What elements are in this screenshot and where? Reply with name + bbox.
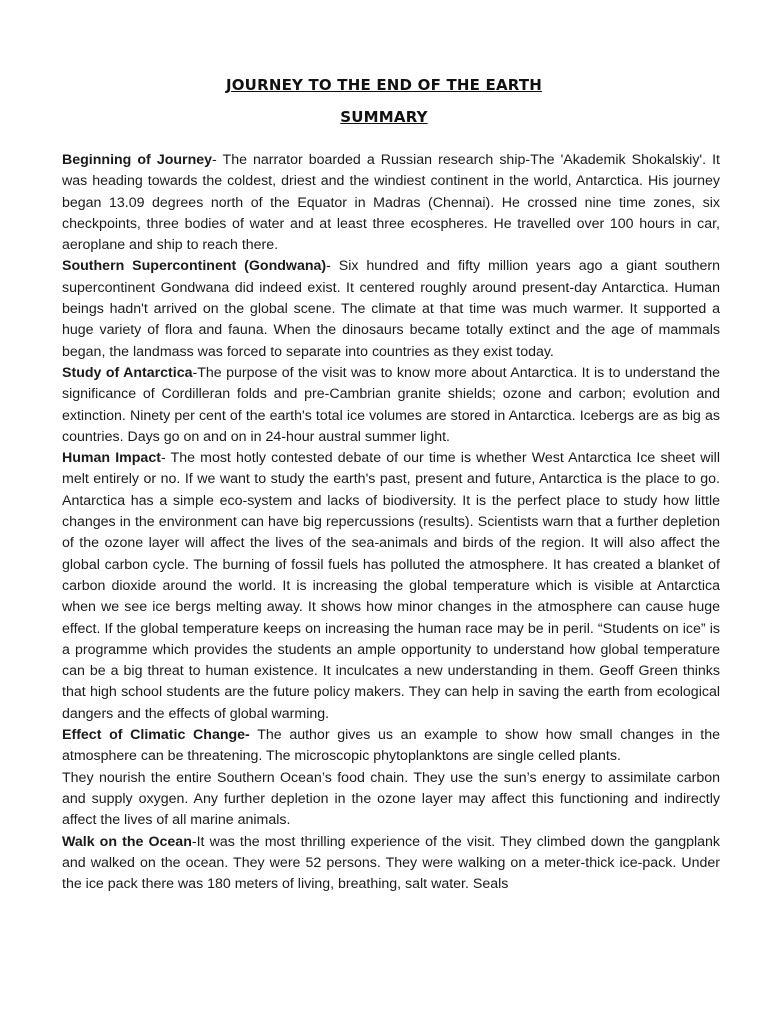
- section-heading: Study of Antarctica: [62, 364, 193, 381]
- section-text: -It was the most thrilling experience of the visit. They climbed down the gangplank and walked on the ocean. They were 52 persons. They were walking on a meter-thick ice-pack. Under the ice pack there was 180 meters of living, breathing, salt water. Seals: [62, 833, 720, 893]
- section-southern-supercontinent: [62, 256, 720, 362]
- section-human-impact: [62, 448, 720, 725]
- section-heading: Southern Supercontinent (Gondwana): [62, 258, 327, 275]
- section-text: The author gives us an example to show how small changes in the atmosphere can be threatening. The microscopic phytoplanktons are single celled plants.: [62, 727, 720, 765]
- section-effect-of-climatic-change: [62, 725, 720, 768]
- document-subtitle: SUMMARY: [340, 108, 428, 126]
- section-beginning-of-journey: [62, 150, 720, 256]
- section-heading: Walk on the Ocean: [62, 833, 192, 850]
- section-walk-on-the-ocean: [62, 832, 720, 896]
- section-phytoplankton-paragraph: [62, 768, 720, 832]
- section-text: - The most hotly contested debate of our time is whether West Antarctica Ice sheet will melt entirely or no. If we want to study the earth's past, present and future, Antarctica is the place to go. Antarctica has a simple eco-system and lacks of biodiversity. It is the perfect place to study how little changes in the environment can have big repercussions (results). Scientists warn that a further depletion of the ozone layer will affect the lives of the sea-animals and birds of the region. It will also affect the global carbon cycle. The burning of fossil fuels has polluted the atmosphere. It has created a blanket of carbon dioxide around the world. It is increasing the global temperature which is visible at Antarctica when we see ice bergs melting away. It shows how minor changes in the atmosphere can cause huge effect. If the global temperature keeps on increasing the human race may be in peril. “Students on ice” is a programme which provides the students an ample opportunity to understand how global temperature can be a big threat to human existence. It inculcates a new understanding in them. Geoff Green thinks that high school students are the future policy makers. They can help in saving the earth from ecological dangers and the effects of global warming.: [62, 450, 720, 722]
- section-text: -The purpose of the visit was to know more about Antarctica. It is to understand the significance of Cordilleran folds and pre-Cambrian granite shields; ozone and carbon; evolution and extinction. Ninety per cent of the earth's total ice volumes are stored in Antarctica. Icebergs are as big as countries. Days go on and on in 24-hour austral summer light.: [62, 364, 720, 445]
- section-text: They nourish the entire Southern Ocean’s food chain. They use the sun’s energy to assimilate carbon and supply oxygen. Any further depletion in the ozone layer may affect this functioning and indirectly affect the lives of all marine animals.: [62, 769, 720, 829]
- section-text: - The narrator boarded a Russian research ship-The 'Akademik Shokalskiy'. It was heading towards the coldest, driest and the windiest continent in the world, Antarctica. His journey began 13.09 degrees north of the Equator in Madras (Chennai). He crossed nine time zones, six checkpoints, three bodies of water and at least three ecospheres. He travelled over 100 hours in car, aeroplane and ship to reach there.: [62, 152, 721, 254]
- section-heading: Beginning of Journey: [62, 152, 213, 168]
- section-text: - Six hundred and fifty million years ago a giant southern supercontinent Gondwana did indeed exist. It centered roughly around present-day Antarctica. Human beings hadn't arrived on the global scene. The climate at that time was much warmer. It supported a huge variety of flora and fauna. When the dinosaurs became totally extinct and the age of mammals began, the landmass was forced to separate into countries as they exist today.: [62, 258, 720, 360]
- section-heading: Effect of Climatic Change-: [62, 727, 250, 744]
- section-heading: Human Impact: [62, 450, 161, 467]
- section-study-of-antarctica: [62, 363, 720, 448]
- document-title: JOURNEY TO THE END OF THE EARTH: [225, 76, 543, 94]
- document-body: [62, 150, 720, 895]
